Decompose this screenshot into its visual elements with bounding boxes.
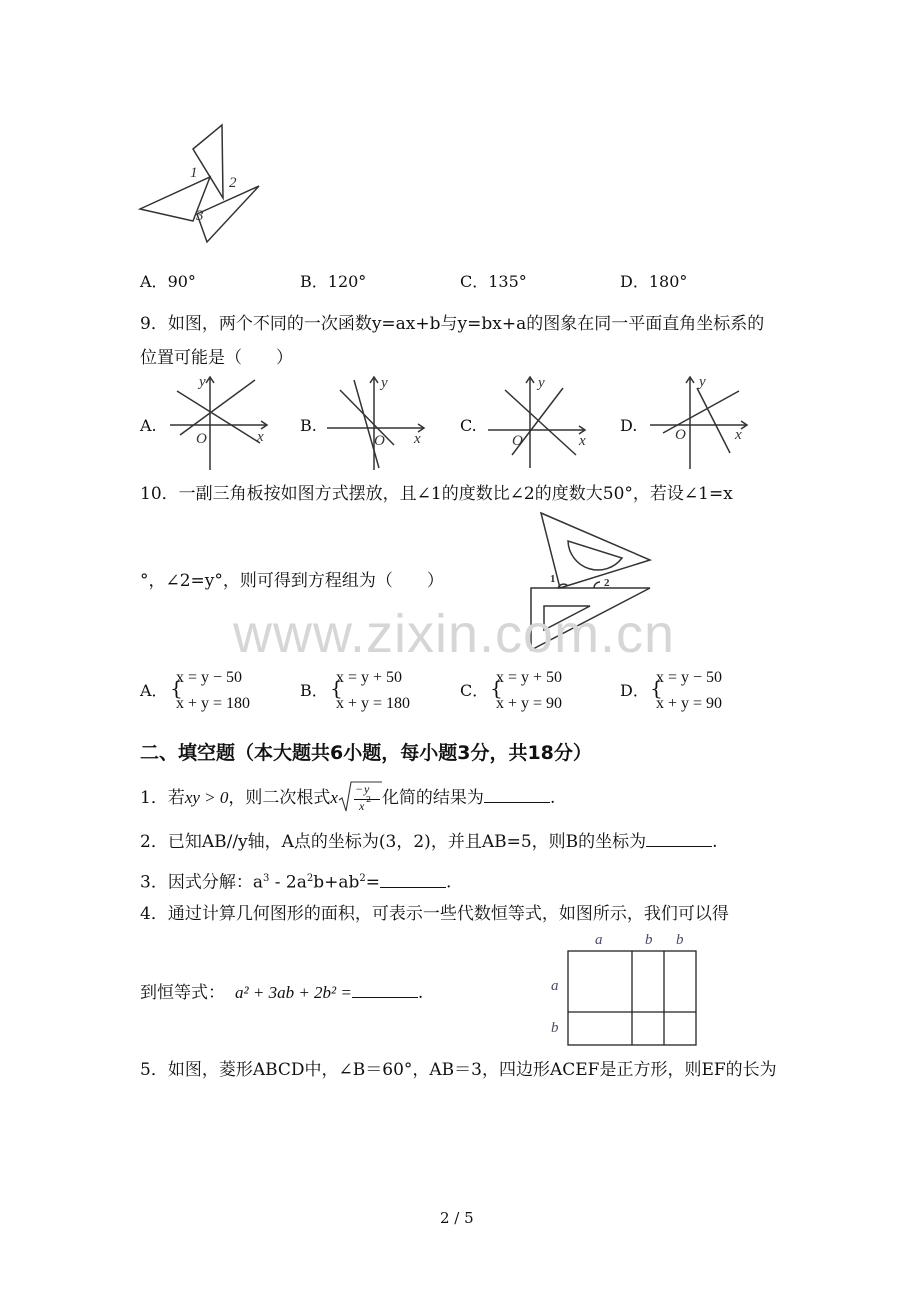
- q10-option-b[interactable]: B． { x = y + 50 x + y = 180: [300, 669, 411, 712]
- page-number: 2 / 5: [440, 1209, 474, 1227]
- s2-q3: 3．因式分解：$a^3 - 2a^2b+ab^2=$ .: [140, 872, 452, 893]
- svg-text:y: y: [538, 375, 545, 391]
- svg-text:x: x: [579, 433, 586, 449]
- svg-text:b: b: [551, 1020, 559, 1036]
- q8-option-a[interactable]: A．90°: [140, 272, 196, 291]
- q9-graph-d[interactable]: [645, 373, 760, 473]
- svg-text:a: a: [595, 932, 603, 948]
- q10-stem-line1: 10．一副三角板按如图方式摆放，且∠1的度数比∠2的度数大50°，若设∠1=x: [140, 484, 733, 504]
- q10-option-c[interactable]: C． { x = y + 50 x + y = 90: [460, 669, 563, 712]
- s2-q4-answer-blank[interactable]: [352, 981, 418, 998]
- s2-q4-area-grid: [545, 928, 705, 1048]
- q9-option-a-letter[interactable]: A.: [140, 416, 157, 435]
- section2-heading: 二、填空题（本大题共6小题，每小题3分，共18分）: [140, 742, 592, 764]
- q8-label-1: 1: [190, 165, 198, 181]
- svg-text:b: b: [645, 932, 653, 948]
- q8-option-b[interactable]: B．120°: [300, 272, 367, 291]
- s2-q3-answer-blank[interactable]: [380, 871, 446, 888]
- s2-q1-radical: − y x 2: [338, 787, 382, 811]
- q9-option-b-letter[interactable]: B.: [300, 416, 317, 435]
- svg-text:O: O: [374, 433, 385, 449]
- q8-triangles-figure: [135, 120, 275, 250]
- q10-label-2: 2: [604, 577, 610, 589]
- q10-stem-line2: °，∠2=y°，则可得到方程组为（ ）: [140, 571, 444, 591]
- q8-label-3: 3: [196, 208, 204, 224]
- svg-text:x: x: [257, 429, 264, 445]
- svg-text:a: a: [551, 978, 559, 994]
- q9-stem-line2: 位置可能是（ ）: [140, 348, 293, 368]
- q10-option-d[interactable]: D． { x = y − 50 x + y = 90: [620, 669, 723, 712]
- watermark: www.zixin.com.cn: [233, 604, 676, 664]
- svg-text:x: x: [414, 431, 421, 447]
- s2-q2: 2．已知AB//y轴，A点的坐标为(3，2)，并且AB=5，则B的坐标为 .: [140, 832, 718, 852]
- svg-text:O: O: [512, 433, 523, 449]
- q10-option-a[interactable]: A． { x = y − 50 x + y = 180: [140, 669, 251, 712]
- q9-stem-line1: 9．如图，两个不同的一次函数y=ax+b与y=bx+a的图象在同一平面直角坐标系的: [140, 314, 765, 334]
- q9-option-d-letter[interactable]: D.: [620, 416, 638, 435]
- q8-label-2: 2: [229, 175, 237, 191]
- svg-text:O: O: [196, 431, 207, 447]
- q9-option-c-letter[interactable]: C.: [460, 416, 477, 435]
- svg-text:x: x: [735, 427, 742, 443]
- s2-q1-answer-blank[interactable]: [484, 786, 550, 803]
- q8-option-d[interactable]: D．180°: [620, 272, 688, 291]
- q9-graph-c[interactable]: [483, 373, 598, 473]
- s2-q4-line1: 4．通过计算几何图形的面积，可表示一些代数恒等式，如图所示，我们可以得: [140, 904, 729, 924]
- s2-q1: 1．若xy > 0，则二次根式x − y x 2 化简的结果为 .: [140, 781, 556, 813]
- svg-text:y: y: [699, 374, 706, 390]
- q8-option-c[interactable]: C．135°: [460, 272, 527, 291]
- q10-label-1: 1: [550, 573, 556, 585]
- svg-text:y: y: [199, 374, 206, 390]
- q9-graph-b[interactable]: [322, 373, 432, 473]
- svg-text:b: b: [676, 932, 684, 948]
- s2-q4-line2: 到恒等式： a² + 3ab + 2b² = .: [140, 983, 424, 1003]
- s2-q5: 5．如图，菱形ABCD中，∠B＝60°，AB＝3，四边形ACEF是正方形，则EF的长为: [140, 1060, 777, 1080]
- svg-text:O: O: [675, 427, 686, 443]
- q9-graph-a[interactable]: [165, 373, 275, 473]
- s2-q2-answer-blank[interactable]: [646, 830, 712, 847]
- svg-text:y: y: [381, 375, 388, 391]
